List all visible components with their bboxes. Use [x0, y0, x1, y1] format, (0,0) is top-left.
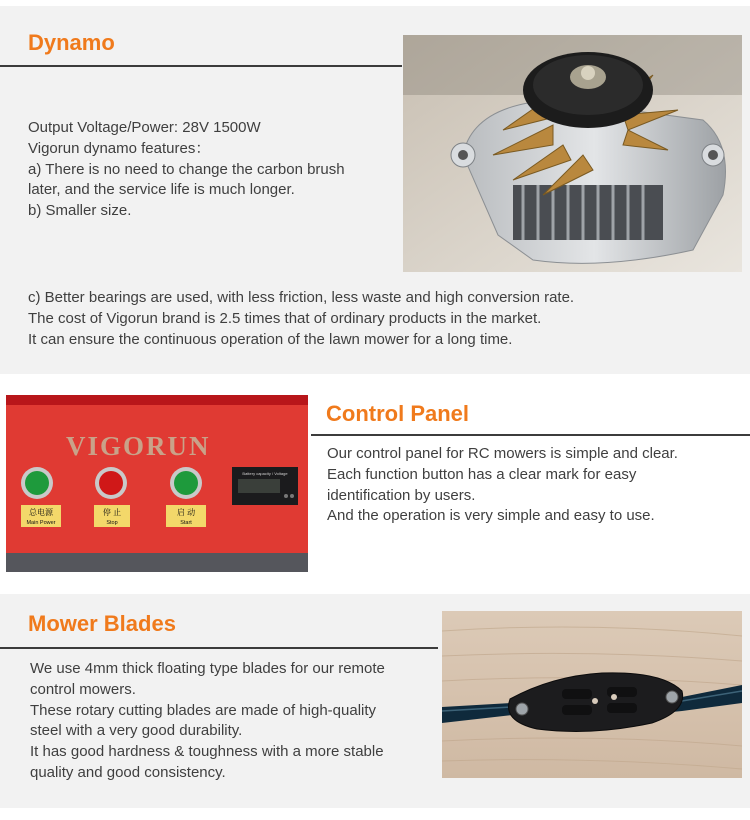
text-line: And the operation is very simple and easy to use. — [327, 507, 655, 525]
main-power-en-label: Main Power — [26, 520, 56, 526]
text-line: later, and the service life is much longer. — [28, 181, 295, 199]
text-line: a) There is no need to change the carbon brush — [28, 160, 345, 178]
text-line: control mowers. — [30, 680, 136, 698]
stop-cn-label: 停 止 — [102, 508, 122, 517]
dynamo-title-rule — [0, 65, 402, 67]
main-power-cn-label: 总电源 — [29, 508, 53, 517]
brand-logo: VIGORUN — [66, 431, 211, 461]
dynamo-details-text — [28, 288, 574, 350]
dynamo-features-text — [28, 118, 345, 222]
control-panel-title-rule — [311, 434, 750, 436]
text-line: identification by users. — [327, 486, 476, 504]
text-line: It can ensure the continuous operation of the lawn mower for a long time. — [28, 330, 513, 348]
control-panel-title: Control Panel — [326, 401, 470, 426]
mower-blades-section — [0, 594, 750, 808]
text-line: Each function button has a clear mark for easy — [327, 465, 637, 483]
control-panel-section — [0, 386, 750, 578]
dynamo-section — [0, 6, 750, 374]
text-line: steel with a very good durability. — [30, 722, 243, 740]
mower-blades-title: Mower Blades — [28, 611, 176, 636]
text-line: The cost of Vigorun brand is 2.5 times that of ordinary products in the market. — [28, 309, 542, 327]
dynamo-photo — [403, 35, 742, 272]
text-line: quality and good consistency. — [30, 763, 226, 781]
mower-blades-text — [30, 659, 385, 784]
battery-meter-label: Battery capacity / Voltage — [242, 471, 288, 476]
text-line: b) Smaller size. — [28, 202, 132, 220]
text-line: Vigorun dynamo features： — [28, 139, 211, 157]
control-panel-photo — [6, 395, 308, 572]
battery-meter-graphic — [232, 467, 298, 505]
text-line: Our control panel for RC mowers is simple and clear. — [327, 445, 678, 462]
text-line: These rotary cutting blades are made of high-quality — [30, 701, 377, 719]
start-en-label: Start — [180, 520, 192, 526]
control-panel-text — [327, 444, 678, 527]
text-line: c) Better bearings are used, with less friction, less waste and high conversion rate. — [28, 289, 575, 306]
text-line: It has good hardness & toughness with a more stable — [30, 743, 384, 761]
dynamo-title: Dynamo — [28, 30, 115, 55]
stop-en-label: Stop — [106, 520, 118, 526]
mower-blades-title-rule — [0, 647, 438, 649]
text-line: We use 4mm thick floating type blades for our remote — [30, 660, 385, 677]
start-cn-label: 启 动 — [176, 508, 196, 517]
text-line: Output Voltage/Power: 28V 1500W — [28, 119, 261, 136]
mower-blade-photo — [442, 611, 742, 778]
